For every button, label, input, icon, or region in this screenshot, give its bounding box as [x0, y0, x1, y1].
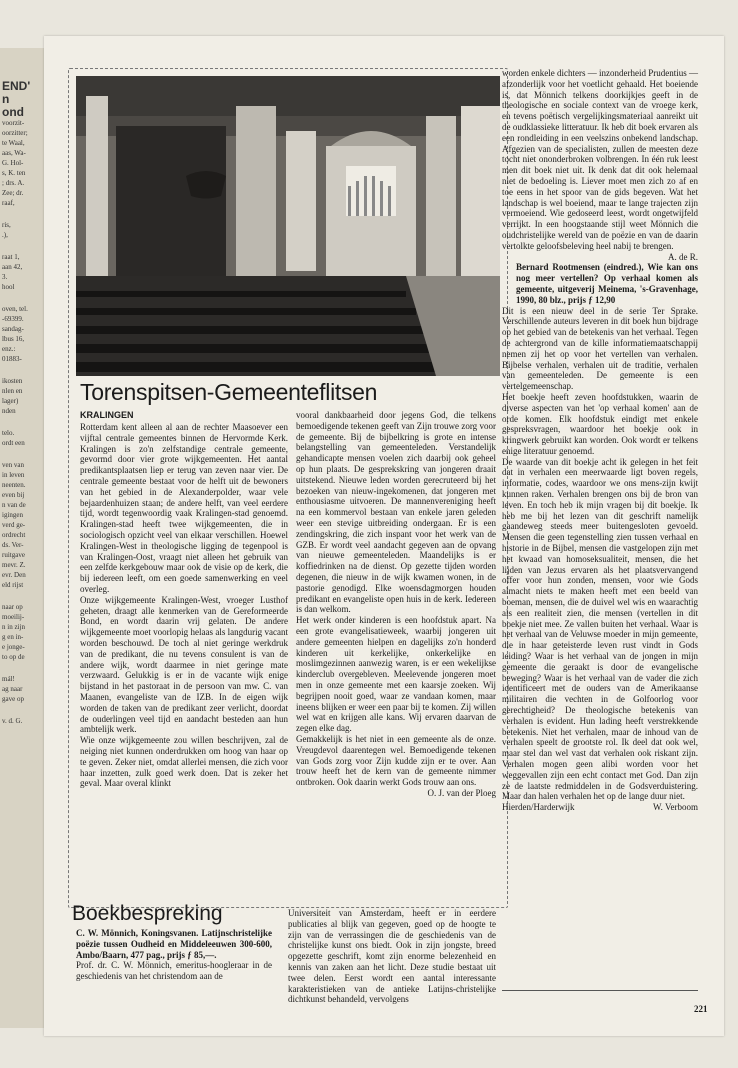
previous-page-line: naar op — [2, 603, 23, 611]
article-paragraph: Gemakkelijk is het niet in een gemeente als de onze. Vreugdevol daarentegen wel. Bemoedigende tekenen van Gods zorg voor Zijn kudde zijn er te over. Aan trouw heeft het de kern van de gemeente nimmer ontbroken. Ook daarin werkt Gods trouw aan ons. — [296, 733, 496, 788]
previous-page-line: telo. — [2, 429, 15, 437]
review-column-left — [76, 928, 272, 982]
review2-paragraph: Het boekje heeft zeven hoofdstukken, waarin de diverse aspecten van het 'op verhaal komen' aan de orde komen. Elk hoofdstuk eindigt met enkele gespreksvragen, waardoor het boekje ook in kringwerk gebruikt kan worden. Ook wordt er telkens enige literatuur genoemd. — [502, 391, 698, 456]
magazine-page — [44, 36, 724, 1036]
previous-page-line: neenten. — [2, 481, 26, 489]
previous-page-line: igingen — [2, 511, 23, 519]
previous-page-line: lager) — [2, 397, 19, 405]
previous-page-line: n van de — [2, 501, 26, 509]
previous-page-line: ruitgave — [2, 551, 25, 559]
previous-page-line: nlen en — [2, 387, 23, 395]
previous-page-line: eld rijst — [2, 581, 24, 589]
review-paragraph: Prof. dr. C. W. Mönnich, emeritus-hoogleraar in de geschiedenis van het christendom aan de — [76, 960, 272, 982]
previous-page-line: moeilij- — [2, 613, 25, 621]
article-paragraph: Het werk onder kinderen is een hoofdstuk apart. Na een grote evangelisatieweek, waarbij jongeren uit andere gemeenten hielpen en dagelijks zo'n honderd kinderen uit kerkelijke, onkerkelijke en moslimgezinnen aanwezig waren, is er een wekelijkse kinderclub overgebleven. Meelevende jongeren moet men in onze gemeente met een kaarsje zoeken. Wij begrijpen nooit goed, waar ze vandaan komen, maar ineens blijken er weer een paar bij te komen. Zij willen wel wat en krijgen alle kans. Wij ervaren daarvan de zegen elke dag. — [296, 615, 496, 734]
article-subtitle: KRALINGEN — [80, 410, 134, 420]
previous-page-line: to op de — [2, 653, 25, 661]
previous-page-edge — [0, 48, 45, 1028]
previous-page-line: ikosten — [2, 377, 23, 385]
review2-book-info: Bernard Rootmensen (eindred.), Wie kan ons nog meer vertellen? Op verhaal komen als gemeente, uitgeverij Meinema, 's-Gravenhage, 1990, 80 blz., prijs ƒ 12,90 — [516, 262, 698, 305]
review2-place: Hierden/Harderwijk — [502, 802, 575, 813]
previous-page-line: aan 42, — [2, 263, 23, 271]
previous-page-line: ag naar — [2, 685, 23, 693]
previous-page-line: verd ge- — [2, 521, 26, 529]
previous-page-line: oven, tel. — [2, 305, 28, 313]
previous-page-line: te Waal, — [2, 139, 25, 147]
page-number: 221 — [694, 1004, 708, 1014]
previous-page-line: ordrecht — [2, 531, 26, 539]
previous-page-line: in leven — [2, 471, 25, 479]
article-column-1 — [80, 422, 288, 789]
review-signature: A. de R. — [668, 251, 698, 262]
previous-page-line: hool — [2, 283, 15, 291]
previous-page-line: .), — [2, 231, 8, 239]
previous-page-line: ris, — [2, 221, 11, 229]
previous-page-line: ven van — [2, 461, 24, 469]
previous-page-line: gave op — [2, 695, 24, 703]
previous-page-line: raat 1, — [2, 253, 20, 261]
previous-page-line: Zee; dr. — [2, 189, 24, 197]
previous-page-line: voorzit- — [2, 119, 25, 127]
previous-page-line: oorzitter; — [2, 129, 28, 137]
previous-page-line: 3. — [2, 273, 8, 281]
previous-page-line: even bij — [2, 491, 25, 499]
previous-page-line: enz.: — [2, 345, 16, 353]
previous-page-line: mál! — [2, 675, 15, 683]
previous-page-line: lbus 16, — [2, 335, 25, 343]
review2-footer — [502, 802, 698, 813]
previous-page-line: 01883- — [2, 355, 22, 363]
previous-page-line: n in zijn — [2, 623, 25, 631]
article-paragraph: vooral dankbaarheid door jegens God, die telkens bemoedigende tekenen geeft van Zijn trouwe zorg voor de gemeente. Bij de bijbelkring is grote en intense belangstelling van gemeenteleden. Verstandelijk gehandicapte mensen voelen zich daarbij ook geheel op hun plaats. De gesprekskring van jongeren draait uitstekend. Nieuwe leden worden gerecruteerd bij het bezoeken van nieuw-ingekomenen, dat jongeren met enthousiasme uitvoeren. De mannenvereniging heeft na een kommervol bestaan van enkele jaren geleden weer een stevige uitbreiding ondergaan. Er is een zendingskring, die zich inspant voor het werk van de GZB. Er wordt veel aandacht gegeven aan de opvang van nieuwe gemeenteleden. Maandelijks is er koffiedrinken na de dienst. Op gezette tijden worden degenen, die nieuw in de wijk kwamen wonen, in de pastorie genodigd. Elke woensdagmorgen houden predikant en evangeliste open huis in de kerk. Iedereen is dan welkom. — [296, 410, 496, 615]
review-heading: Boekbespreking — [72, 902, 223, 925]
right-column — [502, 68, 698, 813]
previous-page-line: g en in- — [2, 633, 24, 641]
previous-page-line: ds. Ver- — [2, 541, 24, 549]
article-signature: O. J. van der Ploeg — [427, 787, 496, 798]
review-book-info: C. W. Mönnich, Koningsvanen. Latijnschristelijke poëzie tussen Oudheid en Middeleeuwen 300-600, Ambo/Baarn, 477 pag., prijs ƒ 85,—. — [76, 928, 272, 960]
previous-page-line: ond — [2, 105, 24, 119]
previous-page-line: mevr. Z. — [2, 561, 26, 569]
previous-page-line: sandag- — [2, 325, 24, 333]
previous-page-line: v. d. G. — [2, 717, 23, 725]
previous-page-line: nden — [2, 407, 16, 415]
previous-page-line: s, K. ten — [2, 169, 26, 177]
article-column-2 — [296, 410, 496, 799]
previous-page-line: ordt een — [2, 439, 25, 447]
review2-paragraph: Dit is een nieuw deel in de serie Ter Sprake. Verschillende auteurs leveren in dit boek hun bijdrage op het gebied van de betekenis van het verhaal. Tegen de achtergrond van de kille informatiemaatschappij nemen zij het op voor het vertellen van verhalen. Bijbelse verhalen, verhalen uit de traditie, verhalen van gemeenteleden. De gemeente is een vertelgemeenschap. — [502, 305, 698, 392]
review-paragraph: Universiteit van Amsterdam, heeft er in eerdere publicaties al blijk van gegeven, goed op de hoogte te zijn van de verrassingen die de geschiedenis van de christelijke kunst ons biedt. Ook in zijn jongste, breed opgezette geschrift, komt zijn enorme belezenheid en kennis van zaken aan het licht. Deze studie bestaat uit twee delen. Eerst wordt een aantal interessante karakteristieken van de antieke Latijns-christelijke dichtkunst behandeld, vervolgens — [288, 908, 496, 1005]
review2-signature: W. Verboom — [653, 802, 698, 813]
previous-page-line: e jonge- — [2, 643, 25, 651]
article-paragraph: Wie onze wijkgemeente zou willen beschrijven, zal de neiging niet kunnen onderdrukken om hoog van haar op te geven. Zeker niet, omdat allerlei mensen, die zich voor haar inzetten, zulk goed werk doen. Dat is zeker het geval. Maar overal klinkt — [80, 735, 288, 789]
review2-paragraph: De waarde van dit boekje acht ik gelegen in het feit dat in verhalen een meerwaarde ligt boven regels, informatie, codes, waardoor we ons mens-zijn kwijt kunnen raken. Verhalen brengen ons bij de bron van leven. En toch heb ik mijn vragen bij dit boekje. Ik heb me bij het lezen van dit geschrift namelijk gaandeweg steeds meer buitengesloten gevoeld. Mensen die geen tegenstelling zien tussen verhaal en historie in de Bijbel, mensen die vastgelopen zijn met het kwaad van homoseksualiteit, mensen, die het lijden van Jezus ervaren als het plaatsvervangend offer voor hun zonden, mensen, voor wie Gods almacht niets te maken heeft met een beeld van boeman, mensen, die de duivel wel wis en waarachtig als een realiteit zien, die mensen (vertellen in dit boekje niet mee. Ze vallen buiten het verhaal. Waar is het verhaal van de Veluwse moeder in mijn gemeente, die in haar geteisterde leven rust vindt in Gods leiding? Waar is het verhaal van de jongen in mijn gemeente die geraakt is door de evangelische beweging? Waar is het verhaal van de vader die zich identificeert met de ouders van de Amerikaanse militairen die vechten in de Golfoorlog voor gerechtigheid? De theologische betekenis van verhalen is evident. Hun lading heeft verstrekkende betekenis. Niet het verhalen, maar de inhoud van de verhalen speelt de grootste rol. Ik deel dat ook wel, maar stel dan wel vast dat verhalen ook riskant zijn. Verhalen mogen geen alibi worden voor het weggevallen zijn een echt contact met God. Dan zijn ze de laatste redmiddelen in de Godsverduistering. Maar dan halen verhalen het op de lange duur niet. — [502, 456, 698, 802]
previous-page-line: raaf, — [2, 199, 15, 207]
article-title: Torenspitsen-Gemeenteflitsen — [80, 379, 378, 405]
article-paragraph: Rotterdam kent alleen al aan de rechter Maasoever een vijftal centrale gemeentes binnen de Hervormde Kerk. Kralingen is zo'n zelfstandige centrale gemeente, gevormd door vier grote wijkgemeenten. Het aantal predikantsplaatsen liep er terug van zeven naar vier. De centrale gemeente bestaat voor de helft uit de bewoners van het gebied in de Alexanderpolder, waar vele bejaardenhuizen staan; de andere helft, van veel eerdere tijd, wordt tegenwoordig vaak Kralingen-stad genoemd. Kralingen-stad heeft twee wijkgemeenten, die in sociologisch opzicht veel van elkaar verschillen. Hoewel Kralingen-West in theologische ligging de tegenpool is van Kralingen-Oost, vraagt niet alleen het gebruik van een zelfde kerkgebouw maar ook de visie op de kerk, die bij iedereen leeft, om een goede samenwerking en veel overleg. — [80, 422, 288, 594]
bottom-rule — [502, 990, 698, 991]
previous-page-line: ; drs. A. — [2, 179, 25, 187]
previous-page-line: n — [2, 92, 10, 106]
previous-page-line: G. Hol- — [2, 159, 24, 167]
review-column-middle — [288, 908, 496, 1005]
review-paragraph: worden enkele dichters — inzonderheid Prudentius — afzonderlijk voor het voetlicht gehaald. Het boeiende is, dat Mönnich telkens doorkijkjes geeft in de theologische en sociale context van de vroege kerk, en tevens poëtisch vergelijkingsmateriaal aanreikt uit de oudklassieke litteratuur. Ik heb dit boek ervaren als een rondleiding in een veelszins onbekend landschap. Afgezien van de specialisten, zullen de meesten deze tocht niet ononderbroken volbrengen. In één ruk leest men dit boek niet uit. Ik denk dat dit ook helemaal niet de bedoeling is. Liever moet men zich zo af en toe eens in het spoor van de gids begeven. Wat het landschap is wel boeiend, maar te lange trajecten zijn vermoeiend. Wie gedoseerd leest, wordt ongetwijfeld verrijkt. In een hoogstaande stijl weet Mönnich die oudchristelijke wereld van de poëzie en van de daarin vertolkte geloofsbeleving heel nabij te brengen. — [502, 68, 698, 251]
church-interior-photo — [76, 76, 500, 376]
previous-page-line: -69399. — [2, 315, 24, 323]
previous-page-line: END' — [2, 79, 31, 93]
previous-page-line: evr. Den — [2, 571, 26, 579]
article-paragraph: Onze wijkgemeente Kralingen-West, vroeger Lusthof geheten, draagt alle kenmerken van de Gereformeerde Bond, en wordt daarin vrij gelaten. De andere wijkgemeente moet voorlopig helaas als langdurig vacant worden beschouwd. De toch al niet geringe werkdruk van de predikant, die nu tevens consulent is van de andere wijk, wordt daarmee in niet geringe mate verzwaard. Gelukkig is er in de vacante wijk enige bijstand in het pastoraat in de persoon van mw. C. van Maanen, evangeliste van de IZB. In de eigen wijk worden de taken van de predikant zeer verlicht, doordat de ouderlingen veel tijd en aandacht besteden aan hun ambtelijk werk. — [80, 594, 288, 735]
church-interior-illustration — [76, 76, 500, 376]
previous-page-line: aas, Wa- — [2, 149, 26, 157]
